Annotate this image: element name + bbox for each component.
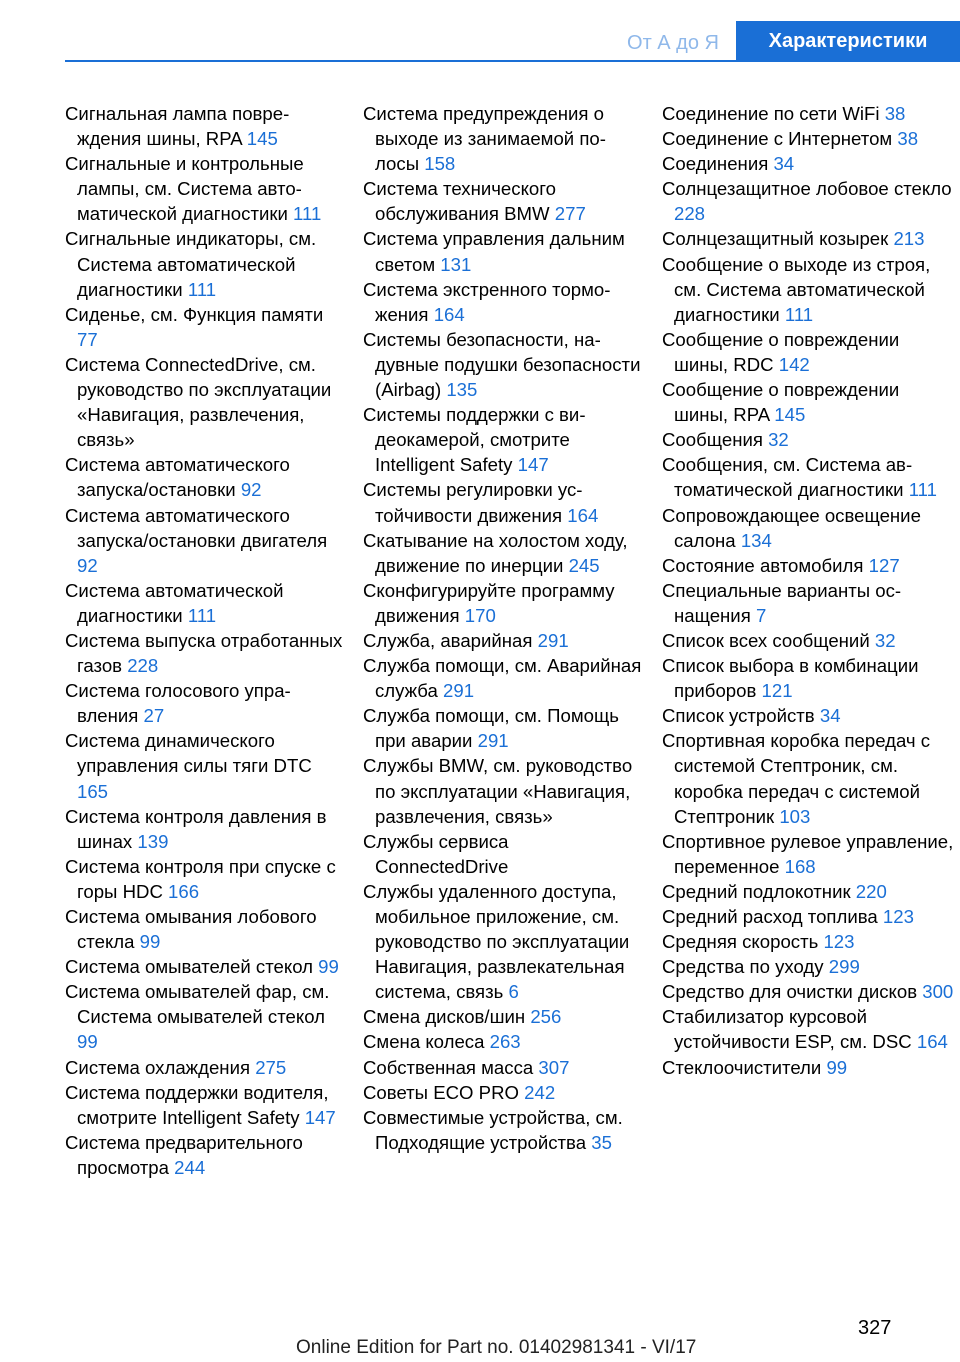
page-header — [0, 0, 960, 62]
page-reference-link[interactable]: 291 — [477, 730, 509, 752]
index-entry-text: Сиденье, см. Функция памяти — [65, 303, 324, 325]
index-entry-text: Система экстренного торможения — [363, 278, 611, 325]
page-reference-link[interactable]: 103 — [779, 805, 811, 827]
page-reference-link[interactable]: 27 — [143, 705, 165, 727]
page-reference-link[interactable]: 99 — [318, 956, 339, 978]
index-entry — [662, 126, 954, 151]
index-entry-text: Солнцезащитное лобовое стекло — [662, 178, 952, 200]
index-entry — [662, 377, 954, 427]
index-entry-text: Совместимые устройства, см. Подходящие устройства — [363, 1106, 623, 1153]
index-entry — [662, 703, 954, 728]
index-entry-text: Средняя скорость — [662, 931, 819, 953]
page-reference-link[interactable]: 291 — [537, 629, 569, 651]
page-reference-link[interactable]: 139 — [137, 830, 169, 852]
index-entry — [65, 352, 345, 452]
index-entry-text: Система голосового управления — [65, 680, 291, 727]
index-entry — [65, 979, 345, 1054]
index-entry — [65, 578, 345, 628]
page-reference-link[interactable]: 275 — [255, 1056, 287, 1078]
page-reference-link[interactable]: 135 — [446, 379, 478, 401]
page-reference-link[interactable]: 291 — [443, 680, 475, 702]
index-entry-text: Сообщение о повреждении шины, RPA — [662, 379, 900, 426]
index-entry-text: Сообщения, см. Система автоматической диагностики — [662, 454, 913, 501]
index-entry — [363, 277, 643, 327]
index-entry — [363, 879, 643, 1004]
page-reference-link[interactable]: 92 — [240, 479, 262, 501]
index-entry — [363, 653, 643, 703]
index-entry — [65, 503, 345, 578]
page-reference-link[interactable]: 32 — [768, 429, 789, 451]
page-reference-link[interactable]: 38 — [884, 103, 906, 124]
page-reference-link[interactable]: 7 — [755, 604, 767, 626]
index-entry — [65, 904, 345, 954]
footer-edition-note: Online Edition for Part no. 01402981341 - VI/17 — [296, 1337, 697, 1358]
index-entry-text: Системы регулировки устойчивости движения — [363, 479, 583, 526]
index-entry-text: Системы безопасности, надувные подушки безопасности (Airbag) — [363, 328, 641, 401]
index-entry — [363, 226, 643, 276]
page-reference-link[interactable]: 263 — [489, 1031, 521, 1053]
index-entry-text: Служба помощи, см. Помощь при аварии — [363, 705, 619, 752]
index-entry-text: Собственная масса — [363, 1056, 534, 1078]
index-entry — [662, 578, 954, 628]
page-reference-link[interactable]: 299 — [828, 956, 860, 978]
index-entry-text: Сообщения — [662, 429, 763, 451]
index-entry — [662, 1055, 954, 1080]
index-entry-text: Система управления дальним светом — [363, 228, 625, 275]
index-entry-text: Система технического обслуживания BMW — [363, 178, 556, 225]
index-entry-text: Служба, аварийная — [363, 629, 533, 651]
index-entry — [363, 327, 643, 402]
chapter-tab[interactable]: Характеристики — [736, 21, 960, 62]
index-entry — [65, 302, 345, 352]
index-entry-text: Система охлаждения — [65, 1056, 251, 1078]
page-reference-link[interactable]: 111 — [187, 278, 217, 300]
index-entry — [65, 452, 345, 502]
index-entry-text: Служба помощи, см. Аварийная служба — [363, 655, 642, 702]
index-entry-text: Солнцезащитный козырек — [662, 228, 889, 250]
page-reference-link[interactable]: 34 — [819, 705, 841, 727]
index-entry — [662, 653, 954, 703]
page-reference-link[interactable]: 111 — [908, 479, 937, 501]
page-reference-link[interactable]: 6 — [508, 981, 519, 1003]
index-entry — [65, 1130, 345, 1180]
page-reference-link[interactable]: 147 — [517, 454, 549, 476]
page-reference-link[interactable]: 244 — [174, 1156, 206, 1178]
index-entry — [662, 904, 954, 929]
index-entry-text: Службы BMW, см. руководство по эксплуатации «Навигация, развлечения, связь» — [363, 755, 633, 827]
page-reference-link[interactable]: 228 — [674, 203, 706, 225]
page-reference-link[interactable]: 123 — [882, 906, 914, 927]
index-entry-text: Средства по уходу — [662, 956, 824, 978]
index-entry-text: Система омывателей фар, см. Система омывателей стекол — [65, 981, 330, 1028]
page-reference-link[interactable]: 131 — [440, 253, 472, 275]
index-entry — [65, 854, 345, 904]
page-reference-link[interactable]: 164 — [433, 303, 465, 325]
page-reference-link[interactable]: 220 — [855, 880, 887, 902]
page-reference-link[interactable]: 123 — [823, 931, 855, 953]
index-entry — [363, 578, 643, 628]
index-entry-text: Система автоматического запуска/остановки — [65, 454, 290, 501]
index-entry-text: Сопровождающее освещение салона — [662, 504, 921, 551]
index-entry-text: Средний подлокотник — [662, 880, 851, 902]
index-entry — [65, 678, 345, 728]
section-tab[interactable]: От А до Я — [627, 32, 719, 54]
index-entry — [662, 929, 954, 954]
index-column-3 — [662, 101, 954, 1080]
index-entry — [363, 101, 643, 176]
index-entry-text: Система автоматического запуска/остановки двигателя — [65, 504, 328, 551]
page-reference-link[interactable]: 99 — [77, 1031, 98, 1053]
page-reference-link[interactable]: 77 — [77, 328, 98, 350]
index-entry — [363, 1055, 643, 1080]
index-entry-text: Система контроля при спуске с горы HDC — [65, 855, 336, 902]
index-entry-text: Соединение по сети WiFi — [662, 103, 880, 124]
index-entry-text: Список всех сообщений — [662, 629, 870, 651]
index-entry — [662, 427, 954, 452]
page-reference-link[interactable]: 127 — [868, 554, 900, 576]
index-entry — [662, 452, 954, 502]
index-entry — [65, 954, 345, 979]
page-reference-link[interactable]: 277 — [554, 203, 586, 225]
index-entry-text: Советы ECO PRO — [363, 1081, 519, 1103]
index-entry — [363, 1080, 643, 1105]
page-reference-link[interactable]: 134 — [740, 529, 772, 551]
page-reference-link[interactable]: 170 — [464, 604, 496, 626]
page-reference-link[interactable]: 242 — [524, 1081, 556, 1103]
index-entry — [363, 528, 643, 578]
index-entry-text: Специальные варианты оснащения — [662, 579, 902, 626]
index-entry — [363, 477, 643, 527]
index-entry-text: Стеклоочистители — [662, 1056, 822, 1078]
index-entry — [662, 503, 954, 553]
index-entry — [65, 1080, 345, 1130]
page-reference-link[interactable]: 99 — [139, 931, 161, 953]
page-reference-link[interactable]: 34 — [773, 153, 795, 175]
index-entry-text: Список выбора в комбинации приборов — [662, 655, 919, 702]
page-reference-link[interactable]: 228 — [127, 655, 159, 677]
page-reference-link[interactable]: 145 — [774, 404, 806, 426]
index-entry-text: Спортивная коробка передач с системой Стептроник, см. коробка передач с системой Стептроник — [662, 730, 931, 827]
page-reference-link[interactable]: 256 — [530, 1006, 562, 1028]
index-entry — [662, 628, 954, 653]
index-entry-text: Сигнальные и контрольные лампы, см. Система автоматической диагностики — [65, 153, 304, 225]
page-reference-link[interactable]: 164 — [567, 504, 599, 526]
index-entry — [363, 1004, 643, 1029]
page-reference-link[interactable]: 300 — [922, 981, 954, 1003]
index-entry — [662, 879, 954, 904]
index-entry — [363, 1029, 643, 1054]
page-reference-link[interactable]: 164 — [916, 1031, 948, 1053]
index-entry-text: Стабилизатор курсовой устойчивости ESP, см. DSC — [662, 1006, 912, 1053]
index-entry — [363, 829, 643, 879]
index-entry-text: Система предупреждения о выходе из занимаемой полосы — [363, 103, 606, 175]
index-entry — [65, 1055, 345, 1080]
index-entry-text: Сообщение о повреждении шины, RDC — [662, 328, 900, 375]
index-entry — [662, 101, 954, 126]
index-entry-text: Службы сервиса ConnectedDrive — [363, 830, 509, 877]
index-entry-text: Сообщение о выходе из строя, см. Система автоматической диагностики — [662, 253, 931, 325]
index-entry-text: Система автоматической диагностики — [65, 579, 284, 626]
index-entry-text: Система динамического управления силы тяги DTC — [65, 730, 312, 777]
page-reference-link[interactable]: 145 — [246, 128, 278, 150]
page-reference-link[interactable]: 111 — [293, 203, 322, 225]
index-entry — [662, 829, 954, 879]
page-reference-link[interactable]: 168 — [784, 855, 816, 877]
page-reference-link[interactable]: 35 — [591, 1131, 612, 1153]
index-entry — [662, 327, 954, 377]
page-reference-link[interactable]: 38 — [897, 128, 919, 150]
page-reference-link[interactable]: 142 — [778, 353, 810, 375]
index-entry-text: Службы удаленного доступа, мобильное приложение, см. руководство по эксплуатации Навигация, развлекательная система, связь — [363, 880, 630, 1003]
index-entry-text: Системы поддержки с видеокамерой, смотрите Intelligent Safety — [363, 404, 586, 476]
index-entry-text: Список устройств — [662, 705, 815, 727]
page-reference-link[interactable]: 245 — [568, 554, 600, 576]
index-entry — [363, 753, 643, 828]
index-entry-text: Сигнальная лампа повреждения шины, RPA — [65, 103, 290, 150]
page-reference-link[interactable]: 111 — [187, 604, 217, 626]
index-entry — [363, 1105, 643, 1155]
page-reference-link[interactable]: 213 — [893, 228, 925, 250]
index-entry-text: Система выпуска отработанных газов — [65, 629, 343, 677]
page-reference-link[interactable]: 307 — [538, 1056, 570, 1078]
header-rule — [65, 60, 960, 62]
index-entry — [662, 226, 954, 251]
index-entry-text: Соединение с Интернетом — [662, 128, 893, 150]
page-reference-link[interactable]: 165 — [77, 780, 109, 802]
page-reference-link[interactable]: 121 — [761, 680, 793, 702]
index-entry-text: Смена дисков/шин — [363, 1006, 526, 1028]
index-entry — [65, 101, 345, 151]
page-reference-link[interactable]: 147 — [304, 1106, 336, 1128]
index-entry-text: Система поддержки водителя, смотрите Intelligent Safety — [65, 1081, 329, 1128]
page-reference-link[interactable]: 166 — [168, 880, 200, 902]
index-entry — [65, 151, 345, 226]
index-entry-text: Соединения — [662, 153, 769, 175]
index-entry-text: Смена колеса — [363, 1031, 485, 1053]
index-entry-text: Скатывание на холостом ходу, движение по инерции — [363, 529, 628, 576]
page-reference-link[interactable]: 32 — [874, 629, 896, 651]
index-entry-text: Система предварительного просмотра — [65, 1131, 303, 1178]
index-entry — [662, 151, 954, 176]
index-entry — [662, 176, 954, 226]
index-entry — [65, 804, 345, 854]
index-entry-text: Система контроля давления в шинах — [65, 805, 327, 852]
index-entry-text: Сигнальные индикаторы, см. Система автоматической диагностики — [65, 228, 317, 300]
index-entry — [65, 628, 345, 678]
index-entry — [363, 176, 643, 226]
page-reference-link[interactable]: 111 — [784, 303, 814, 325]
index-entry — [363, 628, 643, 653]
index-entry — [363, 402, 643, 477]
index-entry — [363, 703, 643, 753]
index-entry — [662, 1004, 954, 1054]
index-entry-text: Состояние автомобиля — [662, 554, 864, 576]
page-reference-link[interactable]: 92 — [77, 554, 98, 576]
index-entry — [662, 728, 954, 828]
index-entry-text: Средний расход топлива — [662, 906, 878, 927]
index-entry — [65, 728, 345, 803]
index-column-1 — [65, 101, 345, 1180]
page-reference-link[interactable]: 99 — [826, 1056, 848, 1078]
index-column-2 — [363, 101, 643, 1155]
index-entry — [662, 954, 954, 979]
index-entry — [662, 252, 954, 327]
index-entry-text: Система ConnectedDrive, см. руководство по эксплуатации «Навигация, развлечения, связь» — [65, 353, 332, 451]
index-entry-text: Средство для очистки дисков — [662, 981, 918, 1003]
index-entry-text: Спортивное рулевое управление, переменное — [662, 830, 954, 877]
index-entry — [662, 979, 954, 1004]
index-entry — [662, 553, 954, 578]
page-number: 327 — [858, 1317, 892, 1339]
index-entry — [65, 226, 345, 301]
index-entry-text: Система омывателей стекол — [65, 956, 313, 978]
index-entry-text: Сконфигурируйте программу движения — [363, 579, 615, 626]
page-reference-link[interactable]: 158 — [424, 153, 456, 175]
index-entry-text: Система омывания лобового стекла — [65, 906, 317, 953]
